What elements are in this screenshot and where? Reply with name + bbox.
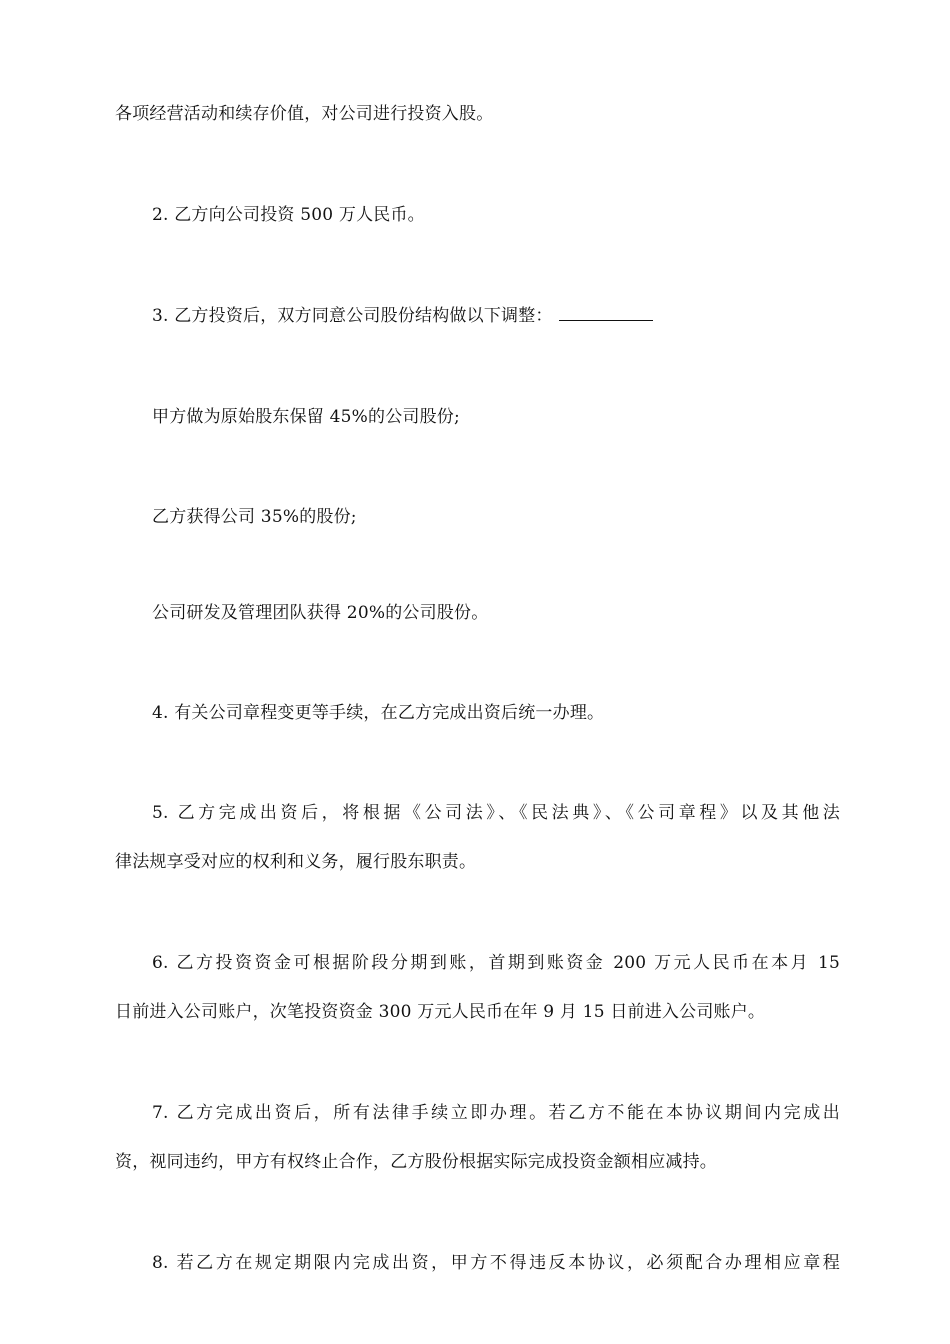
paragraph-line-1: 各项经营活动和续存价值，对公司进行投资入股。 <box>115 104 494 124</box>
fill-in-blank <box>559 306 653 321</box>
clause-3-text: 3. 乙方投资后，双方同意公司股份结构做以下调整： <box>152 306 553 326</box>
share-party-a: 甲方做为原始股东保留 45%的公司股份; <box>152 407 460 427</box>
clause-5-line-1: 5. 乙方完成出资后，将根据《公司法》、《民法典》、《公司章程》以及其他法 <box>152 803 840 823</box>
share-team: 公司研发及管理团队获得 20%的公司股份。 <box>152 603 489 623</box>
clause-2: 2. 乙方向公司投资 500 万人民币。 <box>152 205 425 225</box>
clause-8-line-1: 8. 若乙方在规定期限内完成出资，甲方不得违反本协议，必须配合办理相应章程 <box>152 1253 840 1273</box>
clause-7-line-2: 资，视同违约，甲方有权终止合作，乙方股份根据实际完成投资金额相应减持。 <box>115 1152 717 1172</box>
clause-3 <box>152 306 840 326</box>
clause-4: 4. 有关公司章程变更等手续，在乙方完成出资后统一办理。 <box>152 703 605 723</box>
clause-7-line-1: 7. 乙方完成出资后，所有法律手续立即办理。若乙方不能在本协议期间内完成出 <box>152 1103 840 1123</box>
share-party-b: 乙方获得公司 35%的股份; <box>152 507 357 527</box>
clause-5-line-2: 律法规享受对应的权利和义务，履行股东职责。 <box>115 852 477 872</box>
clause-6-line-2: 日前进入公司账户，次笔投资资金 300 万元人民币在年 9 月 15 日前进入公司账户。 <box>115 1002 766 1022</box>
clause-6-line-1: 6. 乙方投资资金可根据阶段分期到账，首期到账资金 200 万元人民币在本月 15 <box>152 953 840 973</box>
